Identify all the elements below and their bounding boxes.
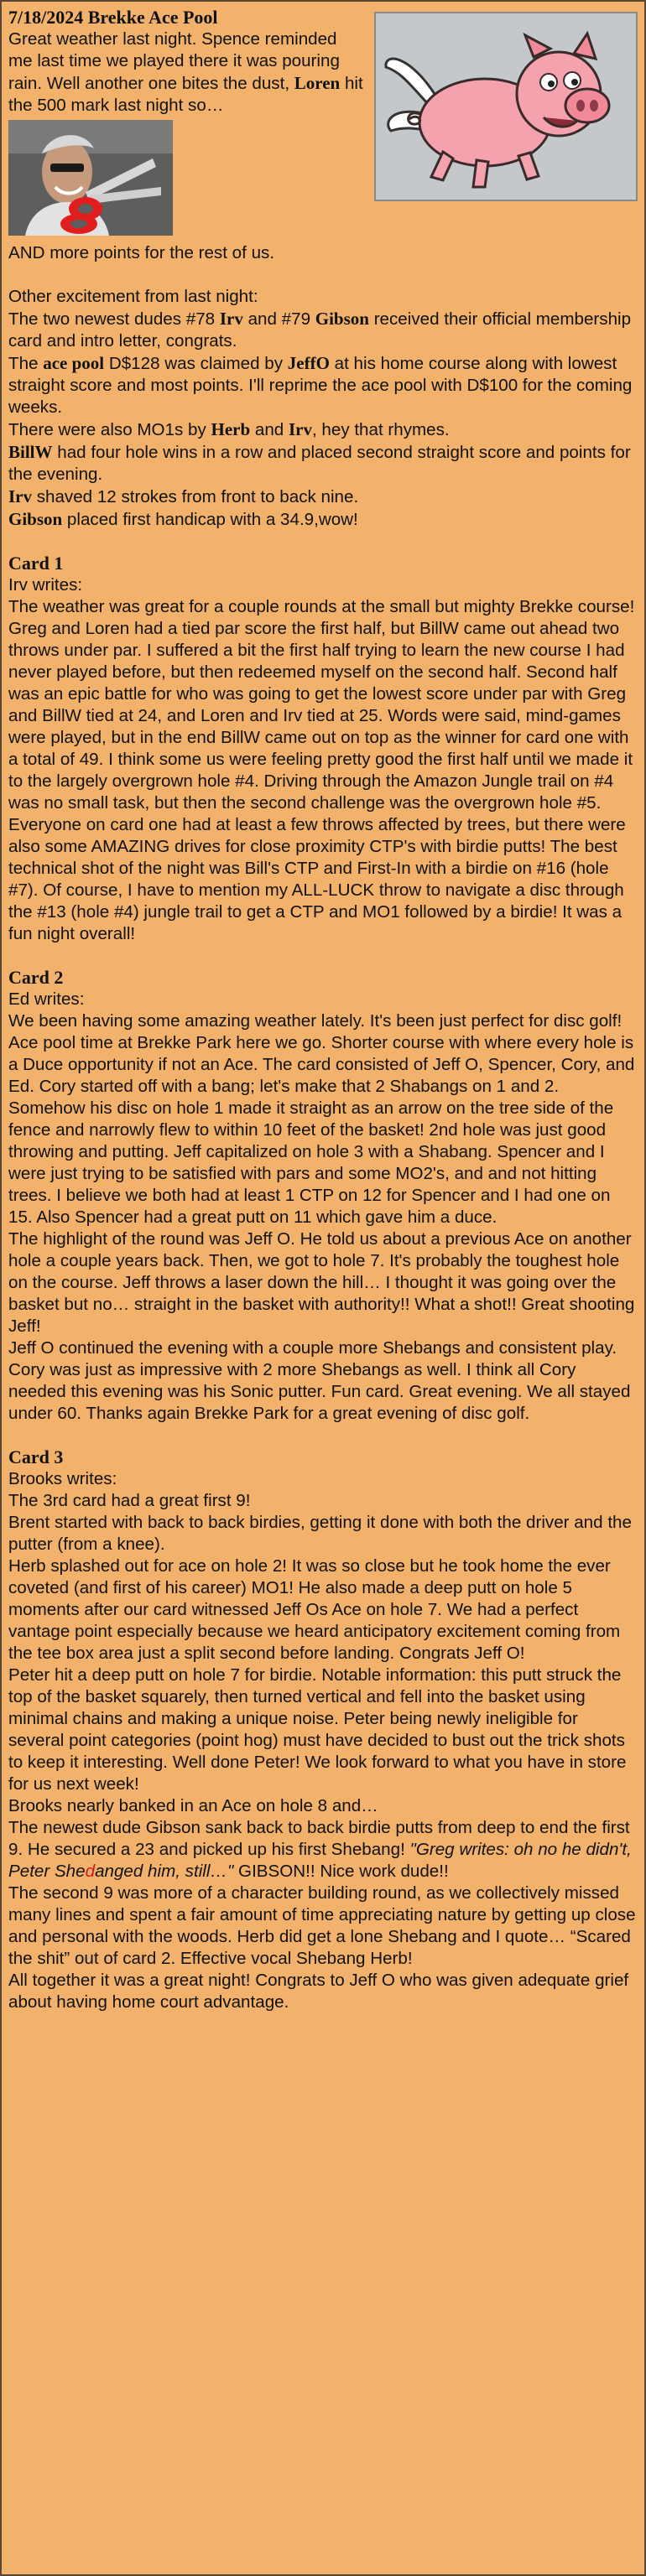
text: GIBSON!! Nice work dude!! xyxy=(233,1862,449,1881)
card3-paragraph xyxy=(8,1817,638,1883)
text: placed first handicap with a 34.9,wow! xyxy=(62,510,358,529)
card3-paragraph: The 3rd card had a great first 9! xyxy=(8,1491,251,1510)
card3-paragraph: Brent started with back to back birdies, getting it done with both the driver and the putter (from a knee). xyxy=(8,1513,632,1554)
excitement-gibson-handicap xyxy=(8,508,638,531)
loren-celebration-photo xyxy=(8,120,173,236)
name-jeffo: JeffO xyxy=(287,353,330,373)
excitement-new-members xyxy=(8,308,638,352)
text: had four hole wins in a row and placed second straight score and points for the evening. xyxy=(8,443,631,484)
spacer xyxy=(8,264,638,286)
name-herb: Herb xyxy=(211,419,251,439)
text: The newest dude Gibson sank back to back birdie putts from deep to end the first 9. He secured a 23 and picked up his first Shebang! xyxy=(8,1818,630,1859)
card2-author: Ed writes: xyxy=(8,989,85,1009)
card2-paragraph: We been having some amazing weather lately. It's been just perfect for disc golf! Ace pool time at Brekke Park here we go. Shorter course with where every hole is a Duce opportunity if not an Ace. The card consisted of Jeff O, Spencer, Cory, and Ed. Cory started off with a bang; let's make that 2 Shabangs on 1 and 2. Somehow his disc on hole 1 made it straight as an arrow on the tree side of the fence and narrowly flew to within 10 feet of the basket! 2nd hole was just good throwing and putting. Jeff capitalized on hole 3 with a Shabang. Spencer and I were just trying to be satisfied with pars and some MO2's, and and not hitting trees. I believe we both had at least 1 CTP on 12 for Spencer and I had one on 15. Also Spencer had a great putt on 11 which gave him a duce. xyxy=(8,1011,635,1227)
text: received their official membership card and intro letter, congrats. xyxy=(8,309,632,351)
spacer xyxy=(8,531,638,553)
name-irv: Irv xyxy=(8,486,32,506)
points-line: AND more points for the rest of us. xyxy=(8,243,275,262)
flying-pig-cartoon-image xyxy=(374,12,638,201)
text: The two newest dudes #78 xyxy=(8,309,220,329)
card3-paragraph: Brooks nearly banked in an Ace on hole 8 and… xyxy=(8,1796,378,1815)
spacer xyxy=(8,945,638,967)
name-billw: BillW xyxy=(8,442,53,462)
card1-heading: Card 1 xyxy=(8,553,64,574)
text: "Greg writes: oh no he didn't, Peter She xyxy=(8,1840,632,1881)
card3-heading: Card 3 xyxy=(8,1446,64,1467)
intro-text: Great weather last night. Spence reminded me last time we played there it was pouring rain. Well another one bites the dust, xyxy=(8,29,340,93)
card2-paragraph: Jeff O continued the evening with a couple more Shebangs and consistent play. Cory was just as impressive with 2 more Shebangs as well. I think all Cory needed this evening was his Sonic putter. Fun card. Great evening. We all stayed under 60. Thanks again Brekke Park for a great evening of disc golf. xyxy=(8,1338,631,1423)
card1-author: Irv writes: xyxy=(8,575,83,595)
card2-heading: Card 2 xyxy=(8,967,64,988)
text: and xyxy=(250,420,289,439)
card3-paragraph: Peter hit a deep putt on hole 7 for birdie. Notable information: this putt struck the top of the basket squarely, then turned vertical and fell into the basket using minimal chains and making a unique noise. Peter being newly ineligible for several point categories (point hog) must have decided to bust out the trick shots to keep it interesting. Well done Peter! We look forward to what you have in store for us next week! xyxy=(8,1665,627,1794)
flying-pig-illustration xyxy=(376,13,636,200)
excitement-billw xyxy=(8,441,638,486)
name-irv: Irv xyxy=(288,419,312,439)
spacer xyxy=(8,1425,638,1446)
text: anged him, still…" xyxy=(95,1862,234,1881)
man-with-scissors-image xyxy=(8,120,173,236)
text: , hey that rhymes. xyxy=(311,420,450,439)
newsletter-title: 7/18/2024 Brekke Ace Pool xyxy=(8,7,218,28)
intro-text-end: hit the 500 mark last night so… xyxy=(8,74,363,115)
text: shaved 12 strokes from front to back nine. xyxy=(32,487,359,506)
card3-paragraph: All together it was a great night! Congrats to Jeff O who was given adequate grief about having home court advantage. xyxy=(8,1971,629,2012)
text: and #79 xyxy=(242,309,315,329)
excitement-irv-strokes xyxy=(8,486,638,508)
name-loren: Loren xyxy=(294,73,341,93)
card3-paragraph: Herb splashed out for ace on hole 2! It was so close but he took home the ever coveted (and first of his career) MO1! He also made a deep putt on hole 5 moments after our card witnessed Jeff Os Ace on hole 7. We had a perfect vantage point especially because we heard anticipatory excitement coming from the tee box area just a split second before landing. Congrats Jeff O! xyxy=(8,1556,621,1663)
text: at his home course along with lowest straight score and most points. I'll reprime the ace pool with D$100 for the coming weeks. xyxy=(8,354,633,417)
excitement-ace-pool xyxy=(8,352,638,418)
ace-pool-label: ace pool xyxy=(43,353,105,373)
red-letter: d xyxy=(85,1862,96,1881)
card1-body: The weather was great for a couple rounds at the small but mighty Brekke course! Greg and Loren had a tied par score the first half, but BillW came out ahead two throws under par. I suffered a bit the first half trying to learn the new course I had never played before, but then redeemed myself on the second half. Second half was an epic battle for who was going to get the lowest score under par with Greg and BillW tied at 24, and Loren and Irv tied at 25. Words were said, mind-games were played, but in the end BillW came out on top as the winner for card one with a total of 49. I think some us were feeling pretty good the first half until we made it to the largely overgrown hole #4. Driving through the Amazon Jungle trail on #4 was no small task, but then the second challenge was the overgrown hole #5. Everyone on card one had at least a few throws affected by trees, but there were also some AMAZING drives for close proximity CTP's with birdie putts! The best technical shot of the night was Bill's CTP and First-In with a birdie on #16 (hole #7). Of course, I have to mention my ALL-LUCK throw to navigate a disc through the #13 (hole #4) jungle trail to get a CTP and MO1 followed by a birdie! It was a fun night overall! xyxy=(8,597,635,943)
name-gibson: Gibson xyxy=(8,509,63,529)
text: There were also MO1s by xyxy=(8,420,211,439)
text: D$128 was claimed by xyxy=(104,354,288,373)
excitement-lead: Other excitement from last night: xyxy=(8,287,258,306)
text: The xyxy=(8,354,44,373)
card3-author: Brooks writes: xyxy=(8,1469,117,1488)
name-gibson: Gibson xyxy=(315,309,369,329)
excitement-mo1s xyxy=(8,418,638,441)
name-irv: Irv xyxy=(219,309,243,329)
card2-paragraph: The highlight of the round was Jeff O. He told us about a previous Ace on another hole a couple years back. Then, we got to hole 7. It's probably the toughest hole on the course. Jeff throws a laser down the hill… I thought it was going over the basket but no… straight in the basket with authority!! What a shot!! Great shooting Jeff! xyxy=(8,1229,635,1336)
card3-paragraph: The second 9 was more of a character building round, as we collectively missed many lines and spent a fair amount of time appreciating nature by getting up close and personal with the woods. Herb did get a lone Shebang and I quote… “Scared the shit” out of card 2. Effective vocal Shebang Herb! xyxy=(8,1883,636,1968)
